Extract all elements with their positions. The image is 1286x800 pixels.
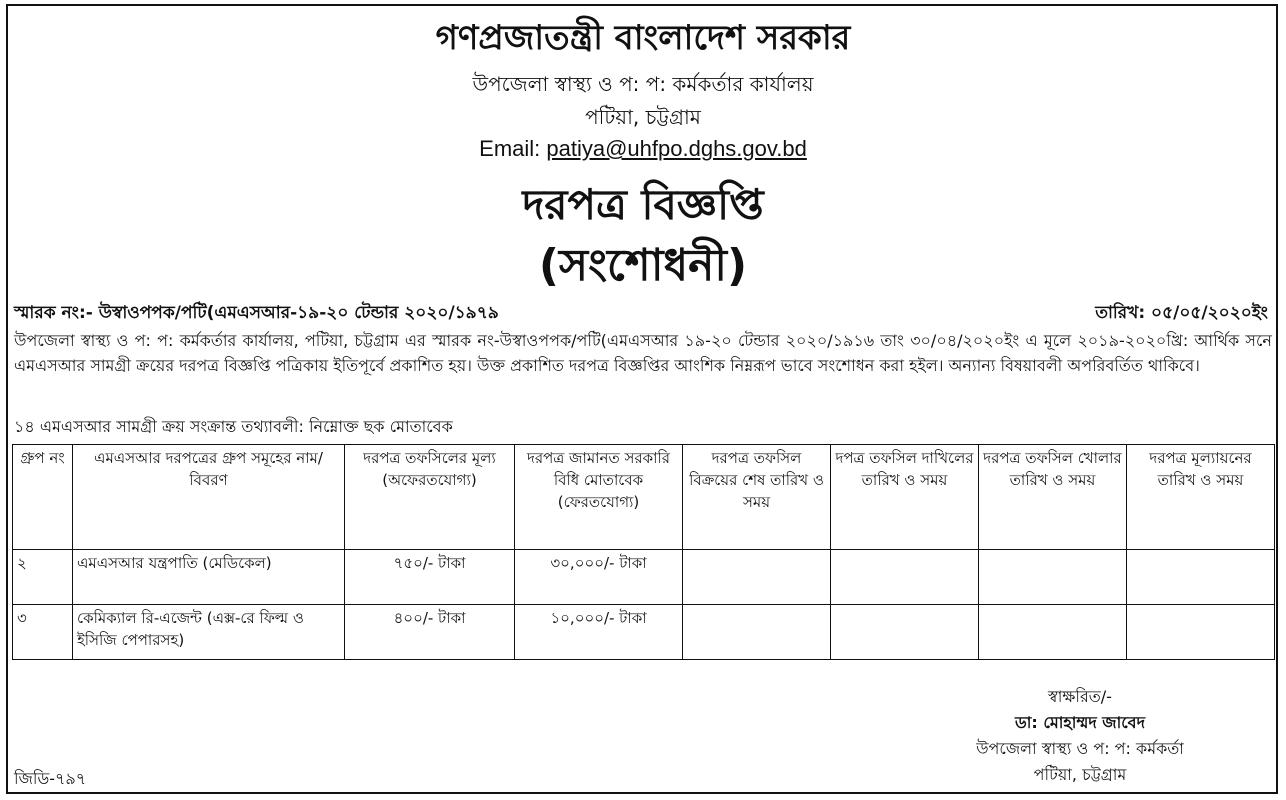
- cell-schedule-price: ৭৫০/- টাকা: [345, 550, 515, 605]
- cell-security: ১০,০০০/- টাকা: [515, 605, 683, 660]
- body-paragraph: উপজেলা স্বাস্থ্য ও প: প: কর্মকর্তার কার্যালয়, পটিয়া, চট্টগ্রাম এর স্মারক নং-উস্বাওপপক/পটি(এমএসআর ১৯-২০ টেন্ডার ২০২০/১৯১৬ তাং ৩০/০৪/২০২০ইং এ মূলে ২০১৯-২০২০খ্রি: আর্থিক সনে এমএসআর সামগ্রী ক্রয়ের দরপত্র বিজ্ঞপ্তি পত্রিকায় ইতিপূর্বে প্রকাশিত হয়। উক্ত প্রকাশিত দরপত্র বিজ্ঞপ্তির আংশিক নিম্নরূপ ভাবে সংশোধন করা হইল। অন্যান্য বিষয়াবলী অপরিবর্তিত থাকিবে।: [14, 331, 1272, 375]
- signature-signed: স্বাক্ষরিত/-: [1048, 687, 1112, 706]
- table-intro: ১৪ এমএসআর সামগ্রী ক্রয় সংক্রান্ত তথ্যাবলী: নিম্নোক্ত ছক মোতাবেক: [14, 417, 453, 436]
- signatory-designation: উপজেলা স্বাস্থ্য ও প: প: কর্মকর্তা: [976, 739, 1184, 758]
- cell-opening-date: [979, 550, 1127, 605]
- header-submission-date: দপত্র তফসিল দাখিলের তারিখ ও সময়: [831, 445, 979, 550]
- cell-sale-deadline: [683, 550, 831, 605]
- cell-evaluation-date: [1127, 605, 1275, 660]
- header-group-name: এমএসআর দরপত্রের গ্রুপ সমূহের নাম/বিবরণ: [73, 445, 345, 550]
- header-schedule-price: দরপত্র তফসিলের মূল্য (অফেরতযোগ্য): [345, 445, 515, 550]
- email-link[interactable]: patiya@uhfpo.dghs.gov.bd: [546, 136, 807, 161]
- cell-opening-date: [979, 605, 1127, 660]
- memo-reference: স্মারক নং:- উস্বাওপপক/পটি(এমএসআর-১৯-২০ টেন্ডার ২০২০/১৯৭৯: [14, 303, 499, 323]
- tender-table: [12, 444, 1275, 660]
- office-name: উপজেলা স্বাস্থ্য ও প: প: কর্মকর্তার কার্যালয়: [472, 72, 814, 96]
- cell-security: ৩০,০০০/- টাকা: [515, 550, 683, 605]
- cell-group-no: ৩: [13, 605, 73, 660]
- header-group-no: গ্রুপ নং: [13, 445, 73, 550]
- cell-group-name: কেমিক্যাল রি-এজেন্ট (এক্স-রে ফিল্ম ও ইসিজি পেপারসহ): [73, 605, 345, 660]
- government-name: গণপ্রজাতন্ত্রী বাংলাদেশ সরকার: [435, 18, 851, 58]
- memo-line: [14, 300, 1272, 328]
- header-opening-date: দরপত্র তফসিল খোলার তারিখ ও সময়: [979, 445, 1127, 550]
- table-row: [13, 550, 1275, 605]
- notice-subtitle: (সংশোধনী): [538, 240, 748, 291]
- email-line: [0, 136, 1286, 162]
- header-sale-deadline: দরপত্র তফসিল বিক্রয়ের শেষ তারিখ ও সময়: [683, 445, 831, 550]
- cell-evaluation-date: [1127, 550, 1275, 605]
- notice-title: দরপত্র বিজ্ঞপ্তি: [522, 180, 764, 229]
- email-label: Email:: [479, 136, 541, 161]
- signatory-name: ডা: মোহাম্মদ জাবেদ: [1015, 713, 1145, 732]
- signatory-place: পটিয়া, চট্টগ্রাম: [1033, 765, 1127, 784]
- header-security: দরপত্র জামানত সরকারি বিধি মোতাবেক (ফেরতযোগ্য): [515, 445, 683, 550]
- table-row: [13, 605, 1275, 660]
- header-evaluation-date: দরপত্র মূল্যায়নের তারিখ ও সময়: [1127, 445, 1275, 550]
- signature-block: [920, 684, 1240, 788]
- cell-schedule-price: ৪০০/- টাকা: [345, 605, 515, 660]
- cell-group-no: ২: [13, 550, 73, 605]
- memo-date: তারিখ: ০৫/০৫/২০২০ইং: [1095, 303, 1268, 323]
- cell-group-name: এমএসআর যন্ত্রপাতি (মেডিকেল): [73, 550, 345, 605]
- cell-sale-deadline: [683, 605, 831, 660]
- cell-submission-date: [831, 550, 979, 605]
- footer-code: জিডি-৭৯৭: [14, 769, 87, 788]
- table-header-row: [13, 445, 1275, 550]
- office-place: পটিয়া, চট্টগ্রাম: [585, 105, 701, 129]
- cell-submission-date: [831, 605, 979, 660]
